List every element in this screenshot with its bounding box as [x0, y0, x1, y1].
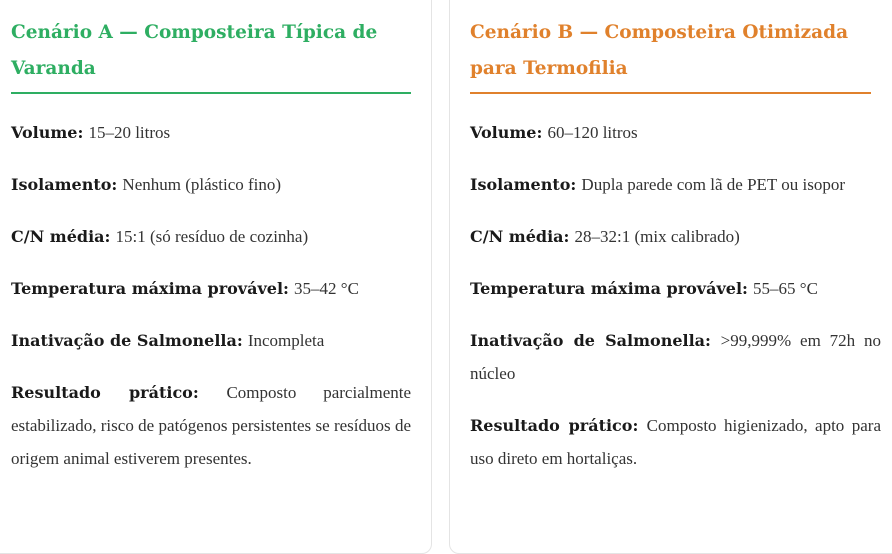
scenario-a-salmonella — [11, 324, 411, 357]
field-value: Dupla parede com lã de PET ou isopor — [581, 175, 846, 194]
field-value: 15–20 litros — [88, 123, 171, 142]
field-label: Temperatura máxima provável: — [11, 279, 289, 298]
field-label: Volume: — [11, 123, 84, 142]
scenario-b-volume — [470, 116, 881, 149]
field-value: >99,999% em 72h no núcleo — [470, 331, 882, 383]
field-value: 60–120 litros — [547, 123, 638, 142]
scenario-b-cn-ratio — [470, 220, 881, 253]
scenario-b-salmonella — [470, 324, 881, 390]
scenario-a-volume — [11, 116, 411, 149]
field-value: Composto parcialmente estabilizado, risco de patógenos persistentes se resíduos de origem animal estiverem presentes. — [11, 383, 412, 468]
scenario-b-insulation — [470, 168, 881, 201]
field-value: Composto higienizado, apto para uso direto em hortaliças. — [470, 416, 881, 468]
scenario-a-cn-ratio — [11, 220, 411, 253]
scenario-b-result — [470, 409, 881, 475]
field-label: C/N média: — [11, 227, 111, 246]
scenario-a-insulation — [11, 168, 411, 201]
scenario-b-max-temperature — [470, 272, 881, 305]
scenario-b-title: Cenário B — Composteira Otimizada para Termofilia — [470, 15, 871, 94]
field-value: 28–32:1 (mix calibrado) — [574, 227, 740, 246]
scenario-a-result — [11, 376, 411, 475]
field-label: C/N média: — [470, 227, 570, 246]
field-value: 35–42 °C — [294, 279, 359, 298]
field-value: 15:1 (só resíduo de cozinha) — [115, 227, 309, 246]
field-value: Incompleta — [247, 331, 325, 350]
field-label: Resultado prático: — [11, 383, 199, 402]
field-label: Isolamento: — [11, 175, 118, 194]
scenario-b-card — [449, 0, 892, 554]
field-label: Isolamento: — [470, 175, 577, 194]
scenario-a-max-temperature — [11, 272, 411, 305]
field-label: Resultado prático: — [470, 416, 639, 435]
scenario-a-title: Cenário A — Composteira Típica de Varanda — [11, 15, 411, 94]
scenario-a-card — [0, 0, 432, 554]
field-label: Inativação de Salmonella: — [470, 331, 711, 350]
field-label: Volume: — [470, 123, 543, 142]
field-label: Inativação de Salmonella: — [11, 331, 243, 350]
field-value: Nenhum (plástico fino) — [122, 175, 282, 194]
field-label: Temperatura máxima provável: — [470, 279, 748, 298]
field-value: 55–65 °C — [753, 279, 818, 298]
